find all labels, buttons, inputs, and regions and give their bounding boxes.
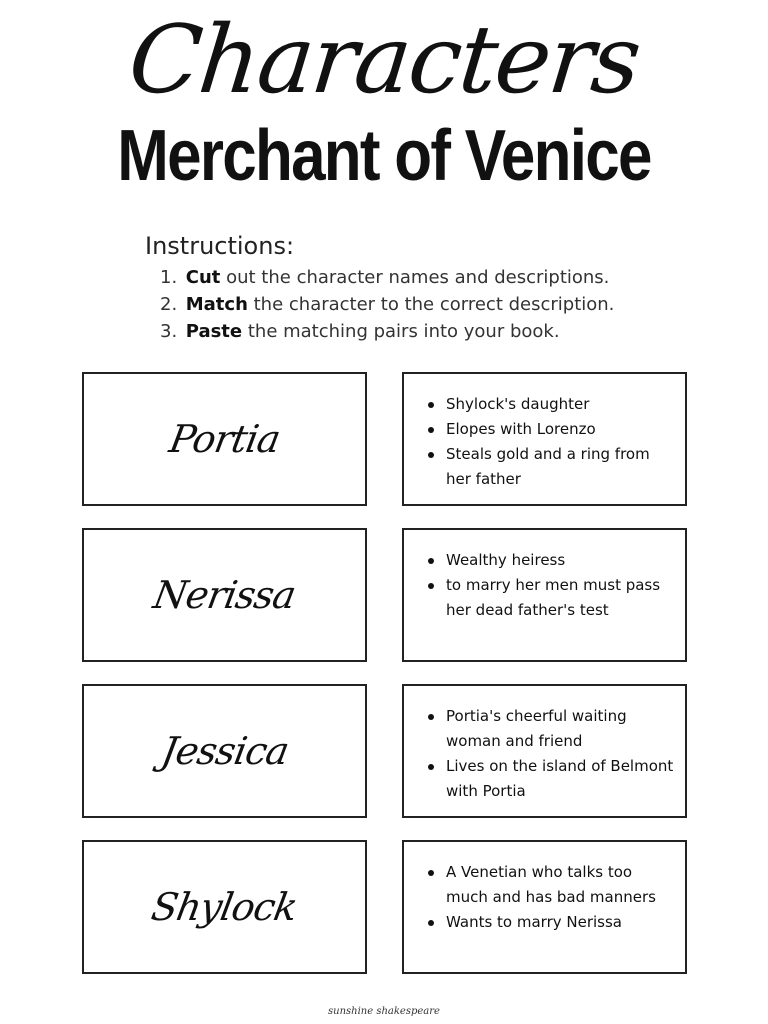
description-item	[424, 910, 675, 935]
bullet-icon	[428, 452, 434, 458]
description-item	[424, 860, 675, 910]
description-text: Lives on the island of Belmont with Portia	[446, 757, 674, 800]
step-verb: Match	[185, 294, 248, 315]
bullet-icon	[428, 583, 434, 589]
footer-brand: sunshine shakespeare	[328, 1006, 440, 1017]
description-item	[424, 392, 675, 417]
bullet-icon	[428, 714, 434, 720]
name-card	[82, 840, 367, 974]
description-text: Portia's cheerful waiting woman and friend	[446, 707, 627, 750]
description-card	[402, 372, 687, 506]
step-text: out the character names and descriptions.	[226, 267, 610, 288]
step-text: the character to the correct description.	[253, 294, 615, 315]
instructions-list	[160, 264, 614, 345]
bullet-icon	[428, 427, 434, 433]
name-card	[82, 684, 367, 818]
description-list	[424, 548, 675, 623]
step-number: 1.	[160, 267, 178, 288]
step-verb: Paste	[185, 321, 243, 342]
bullet-icon	[428, 402, 434, 408]
description-item	[424, 704, 675, 754]
bullet-icon	[428, 764, 434, 770]
bullet-icon	[428, 558, 434, 564]
description-card	[402, 684, 687, 818]
character-name: Nerissa	[150, 573, 299, 617]
description-text: Wealthy heiress	[446, 551, 566, 569]
instruction-step	[160, 264, 614, 291]
description-item	[424, 417, 675, 442]
name-card	[82, 372, 367, 506]
description-text: A Venetian who talks too much and has bad manners	[446, 863, 656, 906]
name-card	[82, 528, 367, 662]
description-list	[424, 704, 675, 804]
character-name: Portia	[166, 417, 283, 461]
description-list	[424, 392, 675, 492]
description-card	[402, 528, 687, 662]
description-text: to marry her men must pass her dead father's test	[446, 576, 661, 619]
description-item	[424, 548, 675, 573]
description-text: Steals gold and a ring from her father	[446, 445, 650, 488]
step-text: the matching pairs into your book.	[247, 321, 560, 342]
page-title: Merchant of Venice	[117, 116, 651, 196]
description-card	[402, 840, 687, 974]
instructions-heading: Instructions:	[145, 232, 295, 260]
description-text: Wants to marry Nerissa	[446, 913, 622, 931]
description-item	[424, 442, 675, 492]
description-list	[424, 860, 675, 935]
character-name: Shylock	[148, 885, 301, 929]
script-title: Characters	[123, 6, 645, 115]
description-text: Shylock's daughter	[446, 395, 590, 413]
instruction-step	[160, 318, 614, 345]
instruction-step	[160, 291, 614, 318]
bullet-icon	[428, 920, 434, 926]
step-verb: Cut	[185, 267, 221, 288]
step-number: 2.	[160, 294, 178, 315]
bullet-icon	[428, 870, 434, 876]
step-number: 3.	[160, 321, 178, 342]
description-item	[424, 573, 675, 623]
character-name: Jessica	[157, 729, 292, 773]
description-text: Elopes with Lorenzo	[446, 420, 596, 438]
description-item	[424, 754, 675, 804]
